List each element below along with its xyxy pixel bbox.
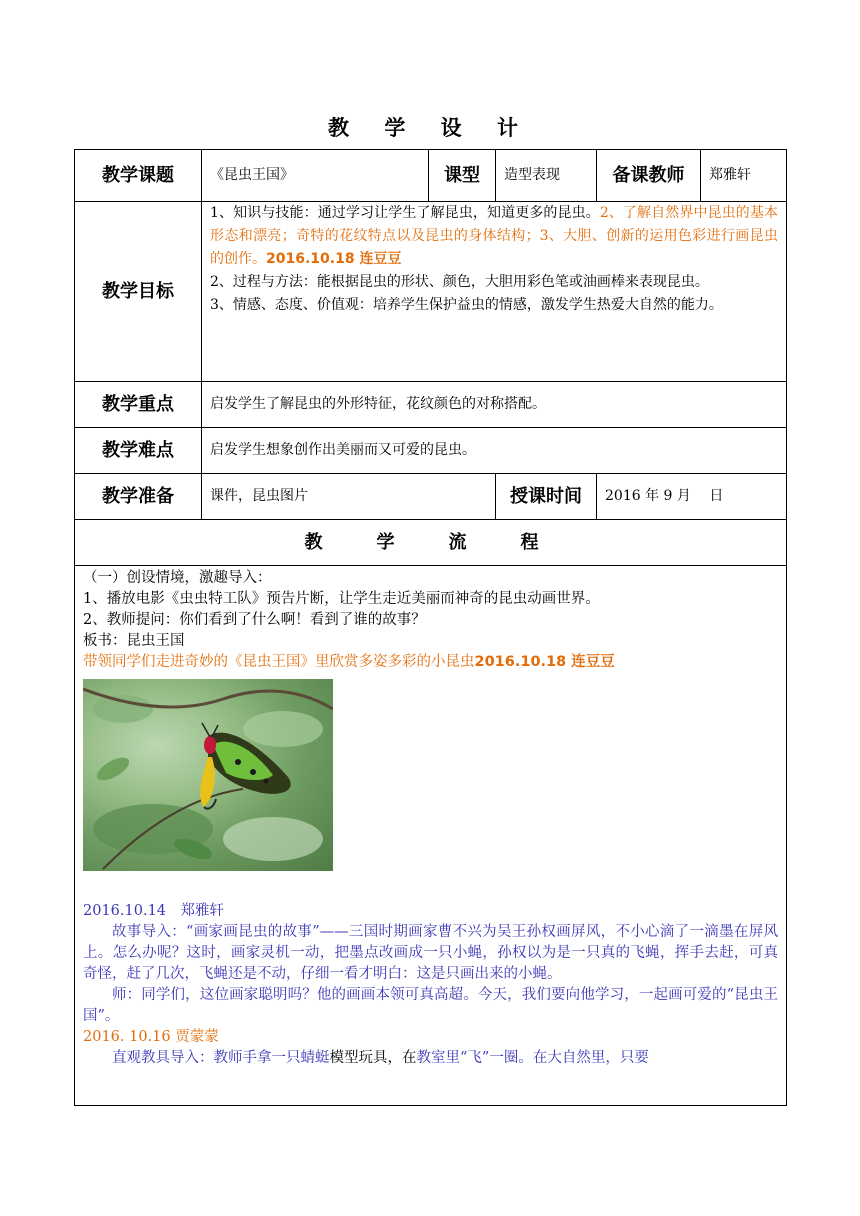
topic-value: 《昆虫王国》: [202, 150, 429, 202]
time-value: 2016 年 9 月 日: [597, 474, 787, 520]
butterfly-photo: [83, 679, 333, 871]
goals-knowledge: 1、知识与技能：通过学习让学生了解昆虫，知道更多的昆虫。: [210, 205, 600, 221]
flow-step-1: 1、播放电影《虫虫特工队》预告片断，让学生走近美丽而神奇的昆虫动画世界。: [83, 591, 600, 607]
type-label: 课型: [429, 150, 496, 202]
flow-step-2: 2、教师提问：你们看到了什么啊！看到了谁的故事？: [83, 612, 426, 628]
flow-annotation-stamp: 2016.10.18 连豆豆: [474, 654, 615, 670]
flow-section-title: （一）创设情境，激趣导入：: [83, 570, 272, 586]
teacher-value: 郑雅轩: [701, 150, 787, 202]
goals-knowledge-annotation: 2、了解自然界中昆虫的基本形态和漂亮；奇特的花纹特点以及昆虫的身体结构；3、大胆、创新的运用色彩进行画昆虫的创作。: [210, 205, 778, 267]
difficulty-label: 教学难点: [75, 428, 202, 474]
goals-emotion: 3、情感、态度、价值观：培养学生保护益虫的情感，激发学生热爱大自然的能力。: [210, 297, 723, 313]
time-label: 授课时间: [496, 474, 597, 520]
goals-process: 2、过程与方法：能根据昆虫的形状、颜色，大胆用彩色笔或油画棒来表现昆虫。: [210, 274, 709, 290]
topic-label: 教学课题: [75, 150, 202, 202]
document-title: 教 学 设 计: [328, 116, 532, 140]
prep-value: 课件，昆虫图片: [202, 474, 496, 520]
type-value: 造型表现: [496, 150, 597, 202]
signature-1: 2016.10.14 郑雅轩: [83, 903, 225, 919]
goals-label: 教学目标: [75, 202, 202, 382]
goals-annotation-stamp: 2016.10.18 连豆豆: [266, 251, 402, 267]
difficulty-value: 启发学生想象创作出美丽而又可爱的昆虫。: [202, 428, 787, 474]
lesson-plan-table: [74, 149, 787, 1106]
goals-content: [202, 202, 787, 382]
flow-annotation: 带领同学们走进奇妙的《昆虫王国》里欣赏多姿多彩的小昆虫2016.10.18 连豆豆: [83, 654, 615, 670]
key-label: 教学重点: [75, 382, 202, 428]
signature-2: 2016. 10.16 贾蒙蒙: [83, 1029, 219, 1045]
prep-label: 教学准备: [75, 474, 202, 520]
teacher-remark: 师：同学们，这位画家聪明吗？他的画画本领可真高超。今天，我们要向他学习，一起画可爱的“昆虫王国”。: [83, 987, 778, 1024]
flow-content: [75, 566, 787, 1106]
story-intro: 故事导入：“画家画昆虫的故事”——三国时期画家曹不兴为吴王孙权画屏风，不小心滴了一滴墨在屏风上。怎么办呢？这时，画家灵机一动，把墨点改画成一只小蝇，孙权以为是一只真的飞蝇，挥手去赶，可真奇怪，赶了几次，飞蝇还是不动，仔细一看才明白：这是只画出来的小蝇。: [83, 924, 778, 982]
prop-intro: 直观教具导入：教师手拿一只蜻蜓模型玩具，在教室里“飞”一圈。在大自然里，只要: [112, 1050, 649, 1066]
key-value: 启发学生了解昆虫的外形特征，花纹颜色的对称搭配。: [202, 382, 787, 428]
teacher-label: 备课教师: [597, 150, 701, 202]
flow-board-note: 板书：昆虫王国: [83, 633, 185, 649]
flow-heading: 教 学 流 程: [75, 520, 787, 566]
butterfly-illustration: [83, 679, 333, 871]
